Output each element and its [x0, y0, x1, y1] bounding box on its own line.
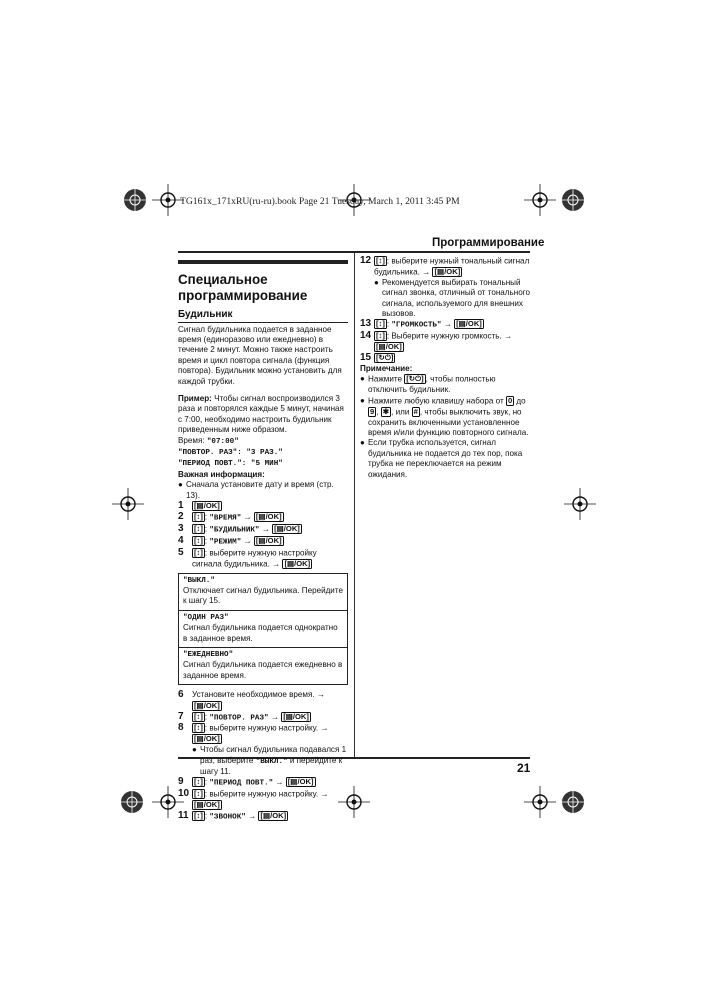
time-label: Время: [178, 435, 207, 445]
note-text: , или [391, 407, 412, 417]
arrow-icon: → [443, 319, 452, 329]
menu-ok-key-icon: [▤/OK] [194, 734, 220, 744]
step-1 [178, 501, 348, 512]
menu-ok-key-icon: [▤/OK] [194, 501, 220, 511]
crop-mark-middle-right [562, 486, 598, 522]
bullet-icon: ● [360, 374, 365, 384]
arrow-icon: → [422, 267, 431, 277]
right-column [360, 256, 530, 480]
registration-mark-top-right [558, 185, 588, 215]
arrow-icon: → [243, 536, 252, 546]
step-option: "ВРЕМЯ" [209, 514, 242, 523]
bullet-icon: ● [374, 277, 379, 287]
nav-key-icon: [↕] [194, 523, 203, 533]
dial-key-0-icon: 0 [507, 395, 513, 405]
important-bullet [178, 480, 348, 501]
column-divider [354, 253, 355, 757]
step-3: 3 [↕] : "БУДИЛЬНИК" → [▤/OK] [178, 522, 300, 535]
page-heading-line2: программирование [178, 287, 308, 303]
example-repeat [178, 447, 348, 458]
step-number: 10 [178, 788, 190, 800]
note-text: , [376, 407, 381, 417]
step-number: 12 [360, 255, 372, 266]
step-number: 3 [178, 522, 184, 534]
step-text: Установите необходимое время. [192, 690, 315, 700]
step-text: : выберите нужную настройку. [204, 789, 319, 799]
arrow-icon: → [320, 723, 329, 733]
example-label: Пример: [178, 394, 212, 404]
left-column [178, 256, 348, 823]
page-number: 21 [517, 761, 531, 775]
step-number: 9 [178, 776, 184, 788]
intro-paragraph: Сигнал будильника подается в заданное время (единоразово или ежедневно) в течение 2 минут. Можно также настроить время и цикл повтора сигнала (функция повтора). Будильник можно установить для каждой трубки. [178, 324, 342, 386]
registration-mark-bottom-left [117, 787, 147, 817]
menu-ok-key-icon: [▤/OK] [255, 535, 282, 545]
arrow-icon: → [316, 690, 325, 700]
step-14 [360, 331, 530, 353]
step-text: : Выберите нужную громкость. [386, 331, 502, 341]
registration-mark-top-left [120, 185, 150, 215]
step-12 [360, 256, 530, 278]
example-paragraph [178, 394, 348, 436]
heading-rule [178, 260, 348, 264]
menu-ok-key-icon: [▤/OK] [376, 342, 402, 352]
menu-ok-key-icon: [▤/OK] [434, 266, 461, 276]
step-number: 6 [178, 689, 184, 701]
nav-key-icon: [↕] [376, 319, 385, 329]
note-text: , чтобы полностью отключить будильник. [368, 374, 496, 395]
arrow-icon: → [270, 712, 279, 721]
menu-ok-key-icon: [▤/OK] [284, 558, 311, 568]
menu-ok-key-icon: [▤/OK] [194, 700, 220, 710]
menu-ok-key-icon: [▤/OK] [287, 777, 314, 787]
hash-key-icon: # [413, 406, 418, 416]
alarm-subheading: Будильник [178, 309, 233, 321]
step-10 [178, 789, 348, 811]
step-number: 1 [178, 500, 184, 512]
menu-ok-key-icon: [▤/OK] [274, 523, 300, 533]
bullet-icon: ● [192, 745, 197, 755]
step-number: 2 [178, 511, 184, 522]
important-text: Сначала установите дату и время (стр. 13). [186, 480, 334, 500]
step-13: 13 [↕] : "ГРОМКОСТЬ" → [▤/OK] [360, 318, 482, 330]
arrow-icon: → [275, 777, 284, 787]
note-label: Примечание: [360, 364, 413, 374]
print-bookline: TG161x_171xRU(ru-ru).book Page 21 Tuesday, March 1, 2011 3:45 PM [180, 196, 460, 207]
example-period [178, 458, 348, 469]
bullet-icon: ● [178, 480, 183, 490]
menu-ok-key-icon: [▤/OK] [194, 800, 220, 810]
crop-mark-middle-left [110, 486, 146, 522]
step-12-bullet [360, 278, 530, 320]
nav-key-icon: [↕] [376, 331, 385, 341]
step-8 [178, 723, 348, 745]
nav-key-icon: [↕] [194, 547, 203, 557]
nav-key-icon: [↕] [194, 711, 203, 721]
option-desc: Сигнал будильника подается однократно в заданное время. [183, 623, 338, 643]
bullet-text: Чтобы сигнал будильника подавался 1 раз, выберите [200, 745, 347, 765]
step-5 [178, 548, 348, 570]
step-number: 14 [360, 330, 372, 342]
time-value: "07:00" [206, 437, 239, 446]
note-1 [360, 374, 530, 395]
arrow-icon: → [243, 512, 252, 522]
menu-ok-key-icon: [▤/OK] [283, 711, 309, 721]
step-15 [360, 353, 530, 364]
note-2 [360, 396, 530, 439]
off-key-icon: [↻⏻] [376, 353, 394, 363]
step-2: 2 [↕] : "ВРЕМЯ" → [▤/OK] [178, 511, 282, 523]
arrow-icon: → [504, 331, 513, 341]
note-3 [360, 438, 530, 480]
alarm-mode-options [178, 573, 348, 686]
crop-mark-top-right [522, 182, 558, 218]
bullet-text: Рекомендуется выбирать тональный сигнал звонка, отличный от тонального сигнала, используемого для внешних вызовов. [382, 277, 530, 319]
arrow-icon: → [320, 789, 329, 799]
step-text: : выберите нужную настройку сигнала будильника. [192, 548, 317, 569]
step-option: "ПЕРИОД ПОВТ." [209, 779, 274, 788]
nav-key-icon: [↕] [194, 789, 203, 799]
arrow-icon: → [248, 811, 257, 821]
step-option: "ПОВТОР. РАЗ" [209, 714, 269, 722]
off-key-icon: [↻⏻] [406, 374, 424, 384]
nav-key-icon: [↕] [194, 723, 203, 733]
menu-ok-key-icon: [▤/OK] [260, 811, 287, 821]
step-8-bullet [178, 745, 348, 777]
step-option: "ГРОМКОСТЬ" [391, 321, 442, 330]
option-desc: Сигнал будильника подается ежедневно в заданное время. [183, 660, 343, 680]
nav-key-icon: [↕] [194, 535, 203, 545]
note-text: Если трубка используется, сигнал будильника не подается до тех пор, пока трубка не переключается на режим ожидания. [368, 438, 523, 479]
note-text: Нажмите [368, 374, 405, 384]
step-text: : выберите нужный тональный сигнал будильника. [374, 256, 530, 277]
step-number: 4 [178, 534, 184, 546]
step-7: 7 [↕] : "ПОВТОР. РАЗ" → [▤/OK] [178, 710, 309, 722]
note-text: Нажмите любую клавишу набора от [368, 396, 506, 406]
step-number: 13 [360, 318, 372, 330]
star-key-icon: ✱ [382, 406, 390, 416]
nav-key-icon: [↕] [376, 256, 385, 265]
step-number: 5 [178, 546, 184, 558]
option-daily [179, 648, 347, 684]
registration-mark-bottom-right [558, 787, 588, 817]
nav-key-icon: [↕] [194, 777, 203, 787]
option-once [179, 611, 347, 648]
dial-key-9-icon: 9 [370, 406, 375, 416]
step-number: 15 [360, 352, 372, 364]
repeat-value: "ПОВТОР. РАЗ": "3 РАЗ." [178, 449, 283, 458]
example-text: Чтобы сигнал воспроизводился 3 раза и повторялся каждые 5 минут, начиная с 7:00, необходимо настроить будильник приведенным ниже образом. [178, 394, 344, 435]
option-desc: Отключает сигнал будильника. Перейдите к шагу 15. [183, 585, 343, 606]
nav-key-icon: [↕] [194, 811, 203, 821]
option-off [179, 574, 347, 611]
period-value: "ПЕРИОД ПОВТ.": "5 МИН" [178, 460, 283, 469]
subheading-rule [178, 322, 348, 323]
step-11: 11 [↕] : "ЗВОНОК" → [▤/OK] [178, 810, 287, 822]
step-text: : выберите нужную настройку. [204, 723, 319, 733]
page-heading-line1: Специальное [178, 272, 268, 287]
important-label: Важная информация: [178, 469, 265, 479]
step-number: 8 [178, 722, 184, 734]
menu-ok-key-icon: [▤/OK] [456, 319, 482, 329]
step-option: "ЗВОНОК" [209, 813, 246, 822]
arrow-icon: → [272, 559, 281, 569]
option-name: "ВЫКЛ." [183, 576, 215, 585]
page-heading [178, 272, 348, 303]
crop-mark-bottom-right [522, 784, 558, 820]
bullet-text: и перейдите к шагу 11. [200, 755, 343, 777]
step-option: "РЕЖИМ" [209, 538, 242, 547]
note-text: до [514, 396, 526, 406]
step-number: 11 [178, 810, 189, 822]
step-number: 7 [178, 710, 184, 722]
nav-key-icon: [↕] [194, 512, 203, 521]
step-6 [178, 690, 348, 711]
example-time [178, 436, 348, 447]
bullet-option: "ВЫКЛ." [255, 757, 288, 766]
step-4: 4 [↕] : "РЕЖИМ" → [▤/OK] [178, 534, 282, 547]
bullet-icon: ● [360, 438, 365, 448]
bullet-icon: ● [360, 395, 365, 405]
step-option: "БУДИЛЬНИК" [209, 526, 260, 535]
arrow-icon: → [261, 524, 270, 534]
section-title: Программирование [432, 237, 545, 249]
note-text: , чтобы выключить звук, но сохранить включенными установленное время и/или функцию повторного сигнала. [368, 407, 529, 437]
option-name: "ЕЖЕДНЕВНО" [183, 650, 234, 659]
menu-ok-key-icon: [▤/OK] [255, 512, 282, 521]
option-name: "ОДИН РАЗ" [183, 613, 229, 622]
step-9: 9 [↕] : "ПЕРИОД ПОВТ." → [▤/OK] [178, 776, 314, 788]
